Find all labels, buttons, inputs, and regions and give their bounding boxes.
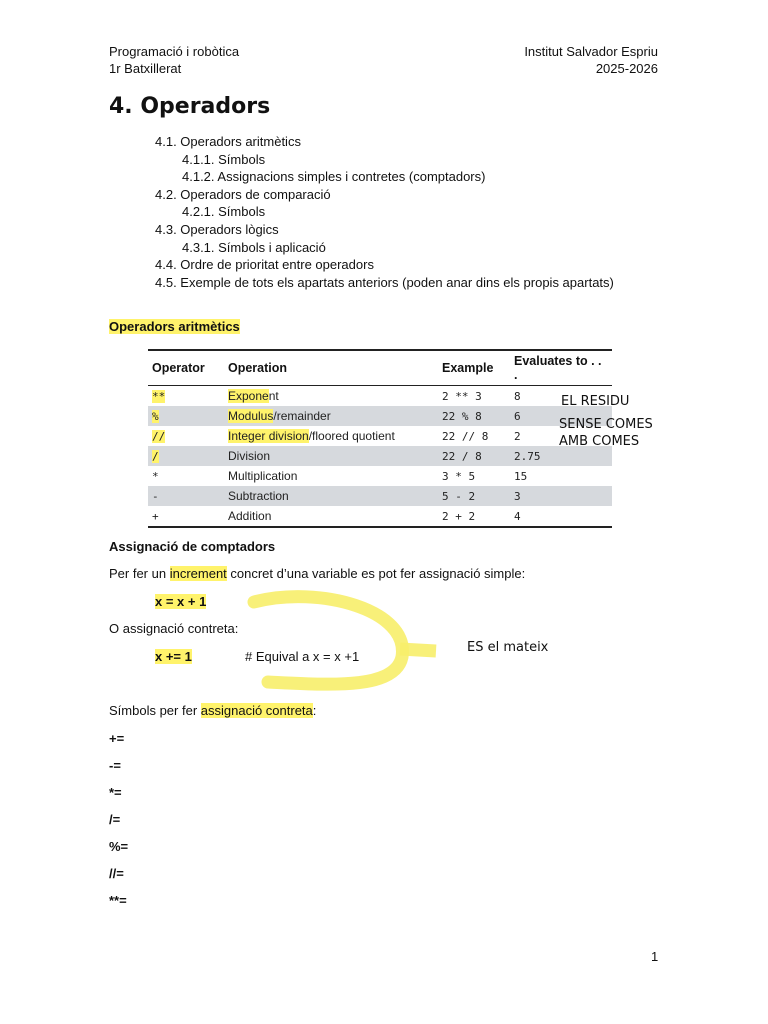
operation-cell [224,386,438,407]
table-row [148,466,612,486]
symbol-item: //= [109,866,124,881]
operation-cell [224,466,438,486]
section-heading-aritmetics [109,319,240,334]
page-number: 1 [651,949,659,964]
toc-item: 4.3.1. Símbols i aplicació [182,239,326,255]
result-cell: 2 [514,429,521,443]
operator-symbol: / [152,450,159,463]
operation-text: /remainder [273,409,331,423]
table-header-row [148,350,612,386]
example-cell: 5 - 2 [438,486,510,506]
sentence-highlight: increment [169,566,227,581]
operation-text: /floored quotient [308,429,395,443]
operator-symbol: % [152,410,159,423]
symbol-item: += [109,731,125,746]
example-cell: 22 // 8 [442,429,489,443]
example-cell: 22 / 8 [438,446,510,466]
toc-item: 4.1. Operadors aritmètics [155,134,301,149]
operation-highlighted: Expone [228,389,269,403]
symbol-item: **= [109,893,127,908]
result-cell: 2.75 [510,446,612,466]
col-example: Example [438,350,510,386]
operator-cell [148,446,224,466]
annotation-amb-comes: AMB COMES [559,434,640,449]
example-cell: 2 ** 3 [442,389,482,403]
simbols-pre: Símbols per fer [109,703,201,718]
operation-cell [224,446,438,466]
toc-item: 4.1.2. Assignacions simples i contretes (comptadors) [182,169,486,185]
operator-symbol: * [152,470,159,483]
operator-symbol: - [152,490,159,503]
annotation-es-el-mateix: ES el mateix [467,640,549,655]
assignacio-heading: Assignació de comptadors [109,539,276,554]
result-cell: 15 [514,469,528,483]
example-cell: 2 + 2 [438,506,510,527]
simple-code-text: x = x + 1 [155,594,207,609]
header-right [524,43,658,77]
header-left [109,43,239,77]
contreta-code-text: x += 1 [155,649,192,664]
simbols-post: : [312,703,317,718]
simple-assignment-code [155,594,206,609]
header-school: Institut Salvador Espriu [524,44,658,59]
operation-highlighted: Modulus [228,409,274,423]
toc-item: 4.5. Exemple de tots els apartats anteriors (poden anar dins els propis apartats) [155,274,614,290]
operators-table [148,349,612,528]
operation-text: Addition [228,509,272,523]
section-heading-text: Operadors aritmètics [109,319,240,334]
operation-text: Multiplication [228,469,298,483]
operation-cell [224,406,438,426]
equival-comment: # Equival a x = x +1 [245,649,360,664]
symbol-item: -= [109,758,121,773]
operator-cell [148,386,224,407]
operation-highlighted: Integer division [228,429,309,443]
contreta-label: O assignació contreta: [109,621,239,636]
result-cell: 3 [510,486,612,506]
simbols-sentence [109,703,316,718]
toc-item: 4.4. Ordre de prioritat entre operadors [155,257,374,273]
operation-text: Subtraction [228,489,289,503]
toc-item: 4.2. Operadors de comparació [155,186,331,202]
toc-item: 4.1.1. Símbols [182,151,266,167]
col-operator: Operator [148,350,224,386]
operator-symbol: ** [152,390,166,403]
sentence-pre: Per fer un [109,566,170,581]
table-row [148,406,612,426]
table-of-contents [155,133,614,291]
result-cell: 4 [510,506,612,527]
col-operation: Operation [224,350,438,386]
operator-symbol: // [152,430,166,443]
assignacio-sentence [109,566,525,581]
sentence-post: concret d’una variable es pot fer assignació simple: [226,566,526,581]
operation-text: Division [228,449,271,463]
header-subject: Programació i robòtica [109,44,240,59]
symbol-item: *= [109,785,122,800]
operation-cell [224,426,438,446]
example-cell: 22 % 8 [438,406,510,426]
annotation-residu: EL RESIDU [561,394,630,409]
operator-cell [148,406,224,426]
operation-cell [224,486,438,506]
table-row [148,426,612,446]
table-row [148,486,612,506]
toc-item: 4.2.1. Símbols [182,204,266,220]
table-row [148,386,612,407]
header-year: 2025-2026 [595,61,658,76]
example-cell: 3 * 5 [442,469,476,483]
highlighter-brace-drawing [240,585,450,700]
operator-cell [148,466,224,486]
table-row [148,506,612,527]
operator-cell [148,426,224,446]
operator-symbol: + [152,510,159,523]
operation-cell [224,506,438,527]
operators-table-wrapper [148,349,612,528]
header-course: 1r Batxillerat [109,61,182,76]
result-cell: 6 [510,406,612,426]
operation-text: nt [268,389,279,403]
toc-item: 4.3. Operadors lògics [155,221,279,237]
page-title: 4. Operadors [109,94,271,119]
annotation-sense-comes: SENSE COMES [559,417,653,432]
result-cell: 8 [514,389,521,403]
simbols-highlight: assignació contreta [200,703,313,718]
contreta-code [155,649,192,664]
table-row [148,446,612,466]
symbol-item: %= [109,839,129,854]
operator-cell [148,506,224,527]
operator-cell [148,486,224,506]
col-evaluates: Evaluates to . . . [510,350,612,386]
symbol-item: /= [109,812,121,827]
